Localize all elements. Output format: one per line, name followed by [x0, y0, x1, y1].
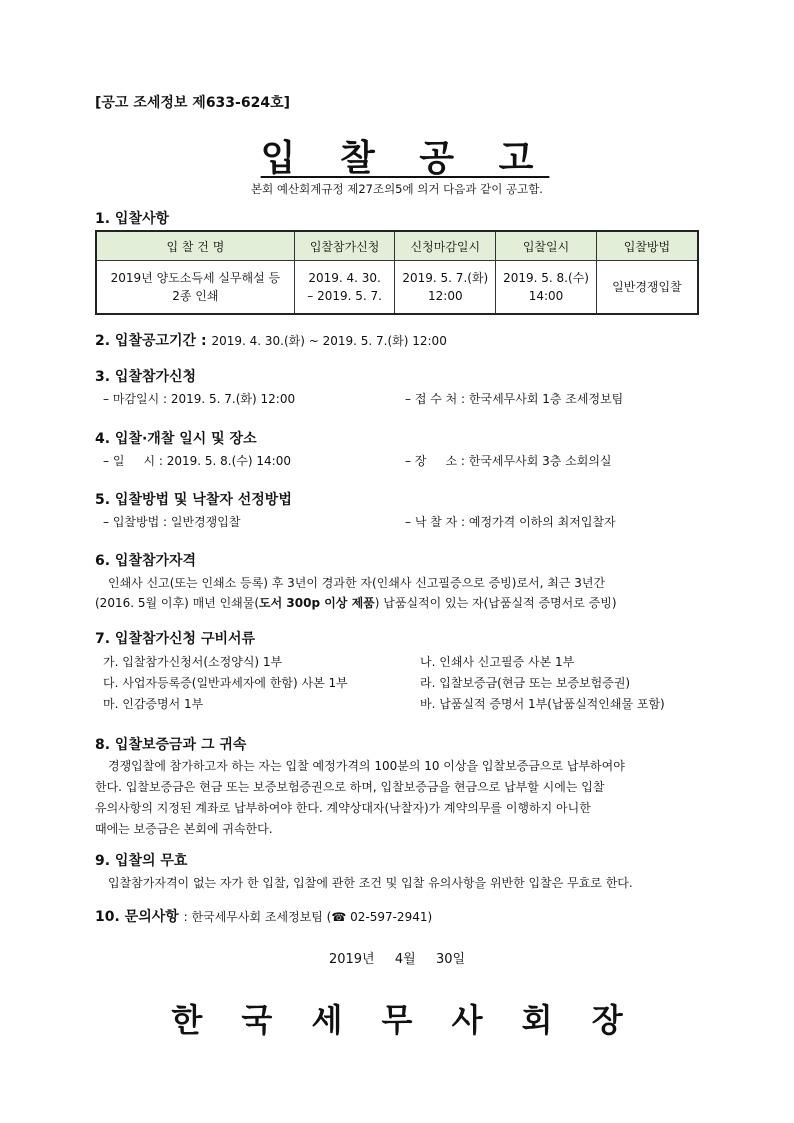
section-3-heading: 3. 입찰참가신청: [95, 369, 197, 385]
contact-info: : 한국세무사회 조세정보팀 (☎ 02-597-2941): [183, 910, 433, 924]
title-text: 입 찰 공 고: [260, 138, 550, 179]
section-4-heading: 4. 입찰·개찰 일시 및 장소: [95, 431, 257, 447]
header-name: 입 찰 건 명: [96, 231, 294, 261]
document-item: 바. 납품실적 증명서 1부(납품실적인쇄물 포함): [420, 697, 665, 711]
section-2-heading: 2. 입찰공고기간 : 2019. 4. 30.(화) ~ 2019. 5. 7.(화) 12:00: [95, 333, 447, 349]
section-5-heading: 5. 입찰방법 및 낙찰자 선정방법: [95, 492, 292, 508]
document-item: 라. 입찰보증금(현금 또는 보증보험증권): [420, 676, 631, 690]
winner-criteria: – 낙 찰 자 : 예정가격 이하의 최저입찰자: [405, 515, 616, 529]
header-method: 입찰방법: [596, 231, 698, 261]
deposit-line: 유의사항의 지정된 계좌로 납부하여야 한다. 계약상대자(낙찰자)가 계약의무를 이행하지 아니한: [95, 801, 591, 815]
document-item: 가. 입찰참가신청서(소정양식) 1부: [103, 655, 283, 669]
document-item: 나. 인쇄사 신고필증 사본 1부: [420, 655, 575, 669]
notice-date: 2019년 4월 30일: [328, 952, 466, 967]
document-item: 다. 사업자등록증(일반과세자에 한함) 사본 1부: [103, 676, 348, 690]
bid-table: [95, 230, 699, 315]
document-item: 마. 인감증명서 1부: [103, 697, 204, 711]
header-bid-date: 입찰일시: [496, 231, 597, 261]
header-apply: 입찰참가신청: [294, 231, 395, 261]
opening-place: – 장 소 : 한국세무사회 3층 소회의실: [405, 454, 612, 468]
notice-period: 2019. 4. 30.(화) ~ 2019. 5. 7.(화) 12:00: [211, 334, 447, 348]
section-8-heading: 8. 입찰보증금과 그 귀속: [95, 737, 247, 753]
cell-bid-name: 2019년 양도소득세 실무해설 등 2종 인쇄: [96, 261, 294, 315]
document-title: [0, 130, 794, 181]
emphasis-text: 도서 300p 이상 제품: [259, 596, 375, 610]
bid-method: – 입찰방법 : 일반경쟁입찰: [103, 515, 241, 529]
qualification-line-2: (2016. 5월 이후) 매년 인쇄물(도서 300p 이상 제품) 납품실적이 있는 자(납품실적 증명서로 증빙): [95, 596, 617, 610]
section-6-heading: 6. 입찰참가자격: [95, 553, 197, 569]
cell-apply-period: 2019. 4. 30. – 2019. 5. 7.: [294, 261, 395, 315]
cell-method: 일반경쟁입찰: [596, 261, 698, 315]
invalid-bid-text: 입찰참가자격이 없는 자가 한 입찰, 입찰에 관한 조건 및 입찰 유의사항을 위반한 입찰은 무효로 한다.: [108, 876, 633, 890]
qualification-line-1: 인쇄사 신고(또는 인쇄소 등록) 후 3년이 경과한 자(인쇄사 신고필증으로 증빙)로서, 최근 3년간: [108, 576, 606, 590]
deposit-line: 한다. 입찰보증금은 현금 또는 보증보험증권으로 하며, 입찰보증금을 현금으로 납부할 시에는 입찰: [95, 780, 605, 794]
cell-deadline: 2019. 5. 7.(화) 12:00: [395, 261, 496, 315]
table-row: [96, 261, 698, 315]
section-1-heading: 1. 입찰사항: [95, 211, 170, 227]
apply-deadline: – 마감일시 : 2019. 5. 7.(화) 12:00: [103, 392, 296, 406]
bid-table-header-row: [96, 231, 698, 261]
issuer-name: 한 국 세 무 사 회 장: [171, 1001, 637, 1039]
opening-datetime: – 일 시 : 2019. 5. 8.(수) 14:00: [103, 454, 291, 468]
apply-location: – 접 수 처 : 한국세무사회 1층 조세정보팀: [405, 392, 624, 406]
deposit-line: 때에는 보증금은 본회에 귀속한다.: [95, 822, 273, 836]
section-7-heading: 7. 입찰참가신청 구비서류: [95, 631, 256, 647]
cell-bid-date: 2019. 5. 8.(수) 14:00: [496, 261, 597, 315]
section-9-heading: 9. 입찰의 무효: [95, 853, 188, 869]
deposit-line: 경쟁입찰에 참가하고자 하는 자는 입찰 예정가격의 100분의 10 이상을 입찰보증금으로 납부하여야: [108, 759, 625, 773]
section-10-heading: 10. 문의사항 : 한국세무사회 조세정보팀 (☎ 02-597-2941): [95, 909, 433, 925]
header-deadline: 신청마감일시: [395, 231, 496, 261]
notice-number: [공고 조세정보 제633-624호]: [95, 95, 290, 111]
intro-text: 본회 예산회계규정 제27조의5에 의거 다음과 같이 공고함.: [251, 182, 543, 196]
